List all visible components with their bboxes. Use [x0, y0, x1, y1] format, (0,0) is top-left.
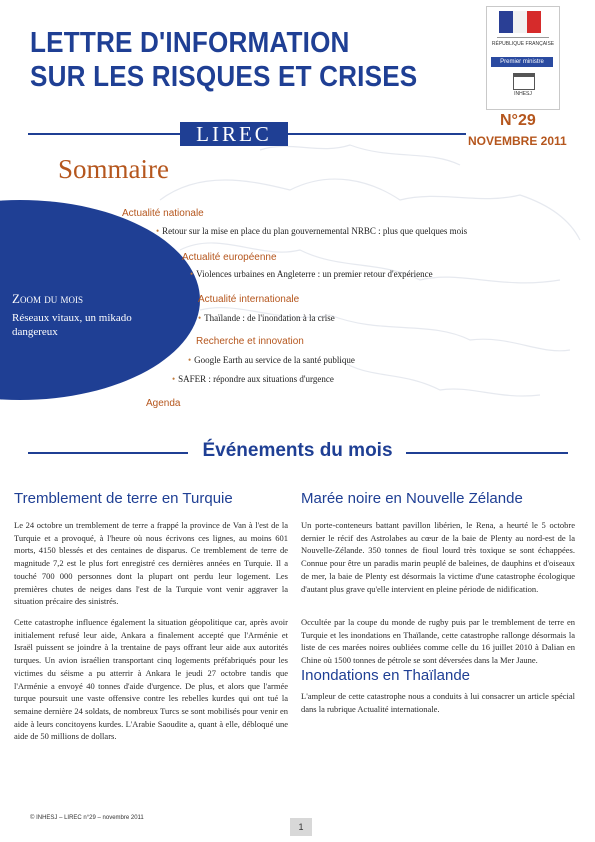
zoom-title: Zoom du mois: [12, 291, 83, 306]
government-logo: [486, 6, 560, 110]
article-heading-nouvelle-zelande: Marée noire en Nouvelle Zélande: [301, 490, 523, 507]
events-title: Événements du mois: [202, 440, 393, 461]
logo-minister-band: Premier ministre: [491, 57, 553, 67]
logo-institute-text: INHESJ: [514, 91, 532, 97]
flag-white-stripe: [513, 11, 527, 33]
bullet-icon: •: [190, 269, 194, 279]
footer-credit: © INHESJ – LIREC n°29 – novembre 2011: [30, 815, 144, 821]
article-paragraph: Occultée par la coupe du monde de rugby puis par le tremblement de terre en Turquie et les inondations en Thaïlande, cette catastrophe rallonge désormais la liste de ces marées noires oubliées comme celle du 16 juillet 2010 à Dalian en Chine où 1500 tonnes de pétrole se sont déversées dans la Mer Jaune.: [301, 617, 575, 666]
article-heading-thailande: Inondations en Thaïlande: [301, 667, 471, 684]
bullet-icon: •: [188, 355, 192, 365]
sommaire-section-nationale[interactable]: Actualité nationale: [122, 208, 204, 219]
issue-date: NOVEMBRE 2011: [468, 134, 567, 148]
sommaire-item-label: Google Earth au service de la santé publique: [194, 355, 355, 365]
page-number: 1: [290, 818, 312, 836]
masthead-rule-left: [28, 133, 180, 135]
sommaire-item-angleterre[interactable]: [190, 269, 433, 279]
sommaire-section-agenda[interactable]: Agenda: [146, 398, 181, 409]
logo-divider: [497, 37, 549, 38]
sommaire-item-safer[interactable]: [172, 374, 334, 384]
bullet-icon: •: [156, 226, 160, 236]
bullet-icon: •: [172, 374, 176, 384]
sommaire-item-label: Retour sur la mise en place du plan gouvernemental NRBC : plus que quelques mois: [162, 226, 468, 236]
article-heading-turquie: Tremblement de terre en Turquie: [14, 490, 233, 507]
bullet-icon: •: [198, 313, 202, 323]
sommaire-item-google-earth[interactable]: [188, 355, 355, 365]
sommaire-item-nrbc[interactable]: [156, 226, 467, 236]
logo-ministry-text: RÉPUBLIQUE FRANÇAISE: [491, 41, 555, 47]
sommaire-item-label: Violences urbaines en Angleterre : un premier retour d'expérience: [196, 269, 433, 279]
masthead-title: [30, 26, 417, 94]
sommaire-section-recherche[interactable]: Recherche et innovation: [196, 336, 304, 347]
flag-blue-stripe: [499, 11, 513, 33]
sommaire-section-internationale[interactable]: Actualité internationale: [198, 294, 300, 305]
zoom-subtitle: Réseaux vitaux, un mikado dangereux: [12, 312, 132, 338]
lirec-badge: LIREC: [180, 122, 288, 146]
flag-red-stripe: [527, 11, 541, 33]
issue-number: N°29: [500, 112, 536, 129]
institute-icon: [513, 73, 535, 90]
masthead-rule-right: [288, 133, 466, 135]
masthead-line-2: SUR LES RISQUES ET CRISES: [30, 61, 418, 93]
events-rule-right: [406, 452, 568, 454]
masthead-line-1: LETTRE D'INFORMATION: [30, 27, 350, 59]
sommaire-title: Sommaire: [58, 154, 169, 184]
sommaire-item-label: SAFER : répondre aux situations d'urgence: [178, 374, 334, 384]
article-paragraph: Un porte-conteneurs battant pavillon libérien, le Rena, a heurté le 5 octobre dernier le récif des Astrolabes au cœur de la baie de Plenty au nord-est de la Nouvelle-Zélande. 350 tonnes de fioul lourd très toxique se sont échappées. Connue pour être un paradis marin peuplé de baleines, de dauphins et d'oiseaux de mer, la baie de Plenty est désormais la victime d'une catastrophe écologique d'autant plus grave qu'elle intervient en pleine période de nidification.: [301, 520, 575, 594]
article-paragraph: L'ampleur de cette catastrophe nous a conduits à lui consacrer un article spécial dans la rubrique Actualité internationale.: [301, 691, 575, 714]
sommaire-section-europeenne[interactable]: Actualité européenne: [182, 252, 277, 263]
article-paragraph: Le 24 octobre un tremblement de terre a frappé la province de Van à l'est de la Turquie et a provoqué, à l'heure où nous écrivons ces lignes, au moins 601 morts, 4150 blessés et des centaines de disparus. Ce tremblement de terre de magnitude 7,2 est le plus fort enregistré ces dernières années en Turquie. Il a touché 700 000 personnes dont la plupart ont perdu leur logement. Les premières chutes de neiges dans l'est de la Turquie vont venir aggraver la situation précaire des sinistrés.: [14, 520, 288, 607]
sommaire-item-label: Thaïlande : de l'inondation à la crise: [204, 313, 335, 323]
article-paragraph: Cette catastrophe influence également la situation géopolitique car, après avoir initialement refusé leur aide, Ankara a finalement accepté que l'Arménie et Israël puissent se joindre à la trentaine de pays offrant leur aide aux autorités turques. Un avion israélien transportant cinq logements préfabriqués pour les victimes du séisme a pu atterrir à Ankara le jeudi 27 octobre tandis que l'Arménie a envoyé 40 tonnes d'aide d'urgence. De plus, et alors que l'armée turque poursuit une vaste offensive contre les rebelles kurdes qui ont tué la semaine dernière 24 soldats, de nombreux Turcs se sont mobilisés pour venir en aide à leurs concitoyens kurdes. L'Arabie Saoudite a, quant à elle, débloqué une aide de 50 millions de dollars.: [14, 617, 288, 742]
sommaire-item-thailande[interactable]: [198, 313, 335, 323]
